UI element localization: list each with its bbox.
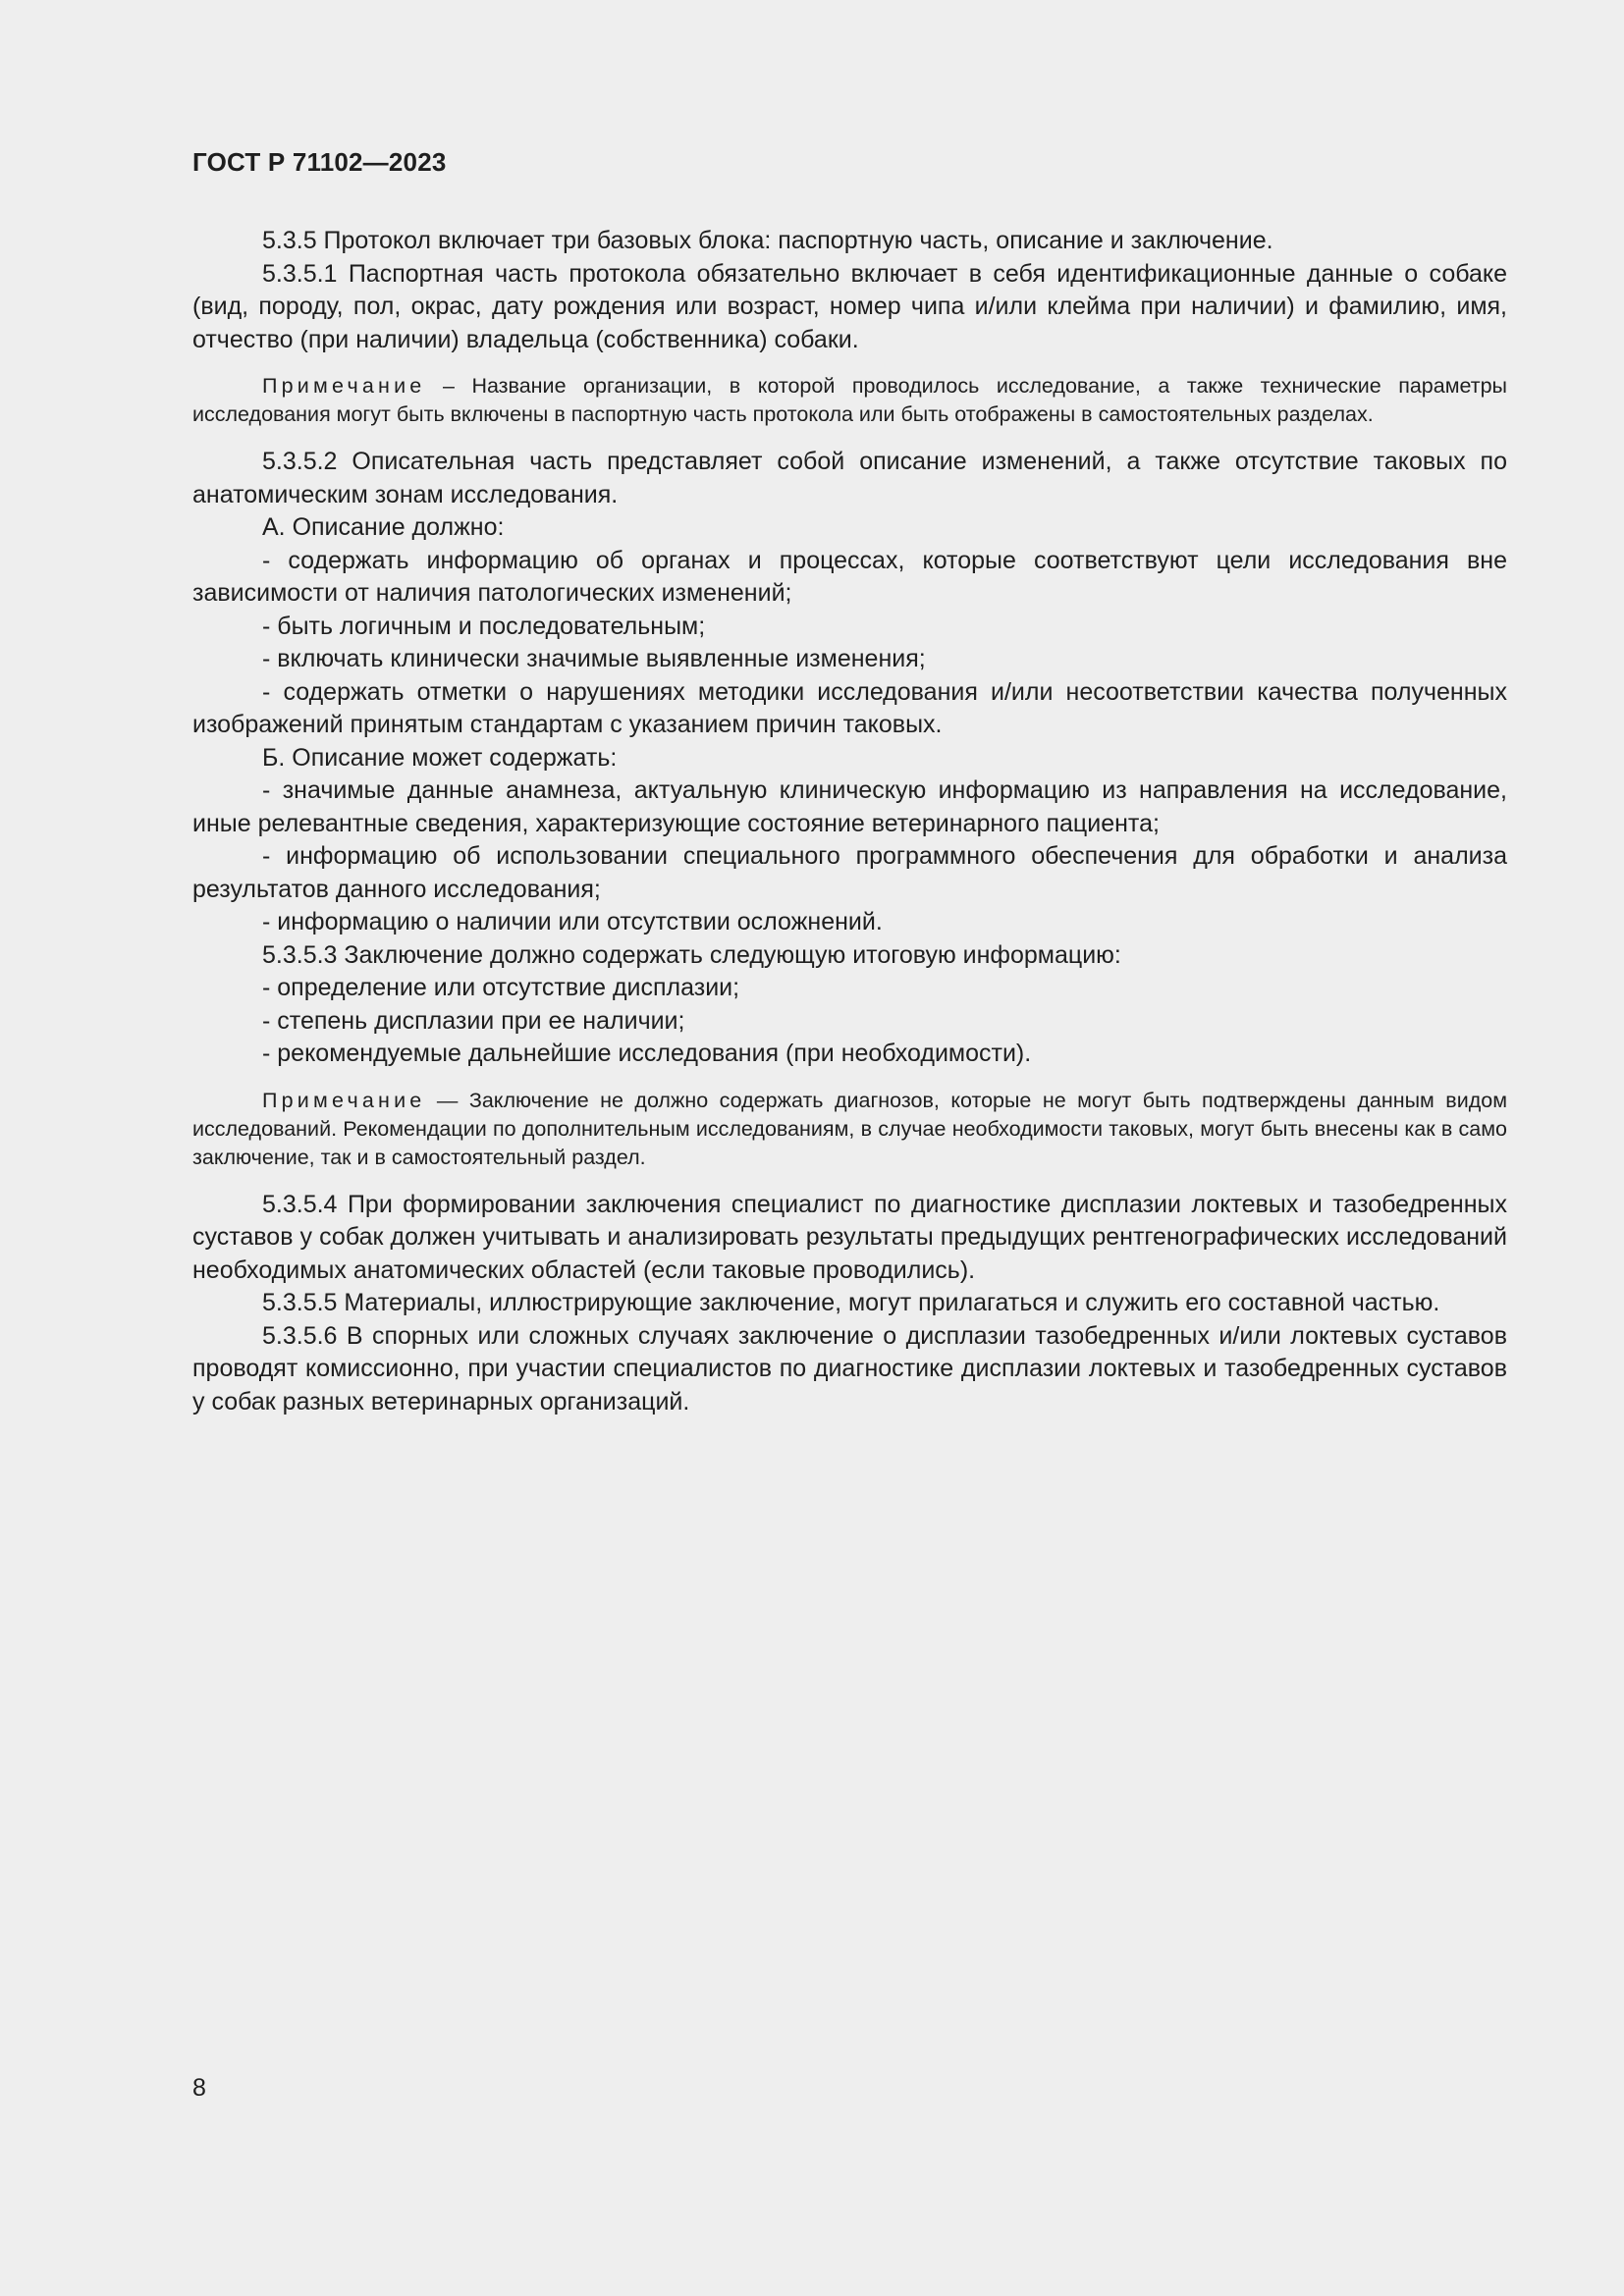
list-heading-a: А. Описание должно:: [262, 513, 505, 541]
list-item: - содержать отметки о нарушениях методики исследования и/или несоответствии качества полученных изображений принятым стандартам с указанием причин таковых.: [192, 677, 1507, 738]
list-item: - значимые данные анамнеза, актуальную клиническую информацию из направления на исследование, иные релевантные сведения, характеризующие состояние ветеринарного пациента;: [192, 776, 1507, 837]
document-body: [192, 225, 1507, 1418]
list-heading-b: Б. Описание может содержать:: [262, 743, 618, 772]
note-text: – Название организации, в которой проводилось исследование, а также технические параметры исследования могут быть включены в паспортную часть протокола или быть отображены в самостоятельных разделах.: [192, 374, 1507, 426]
list-item: - степень дисплазии при ее наличии;: [262, 1006, 685, 1035]
paragraph-5-3-5-4: 5.3.5.4 При формировании заключения специалист по диагностике дисплазии локтевых и тазобедренных суставов у собак должен учитывать и анализировать результаты предыдущих рентгенографических исследований необходимых анатомических областей (если таковые проводились).: [192, 1190, 1507, 1284]
list-item: - включать клинически значимые выявленные изменения;: [262, 645, 926, 672]
paragraph-5-3-5-6: 5.3.5.6 В спорных или сложных случаях заключение о дисплазии тазобедренных и/или локтевых суставов проводят комиссионно, при участии специалистов по диагностике дисплазии локтевых и тазобедренных суставов у собак разных ветеринарных организаций.: [192, 1321, 1507, 1415]
document-header: ГОСТ Р 71102—2023: [192, 147, 447, 177]
list-item: - информацию об использовании специального программного обеспечения для обработки и анализа результатов данного исследования;: [192, 842, 1507, 903]
list-item: - содержать информацию об органах и процессах, которые соответствуют цели исследования вне зависимости от наличия патологических изменений;: [192, 546, 1507, 607]
note-2: [192, 1087, 1507, 1172]
note-text: — Заключение не должно содержать диагнозов, которые не могут быть подтверждены данным видом исследований. Рекомендации по дополнительным исследованиям, в случае необходимости таковых, могут быть внесены как в само заключение, так и в самостоятельный раздел.: [192, 1088, 1507, 1169]
note-label: Примечание: [262, 1088, 426, 1112]
paragraph-5-3-5-1: 5.3.5.1 Паспортная часть протокола обязательно включает в себя идентификационные данные о собаке (вид, породу, пол, окрас, дату рождения или возраст, номер чипа и/или клейма при наличии) и фамилию, имя, отчество (при наличии) владельца (собственника) собаки.: [192, 259, 1507, 353]
list-item: - быть логичным и последовательным;: [262, 612, 706, 640]
paragraph-5-3-5: 5.3.5 Протокол включает три базовых блока: паспортную часть, описание и заключение.: [262, 227, 1273, 254]
paragraph-5-3-5-2: 5.3.5.2 Описательная часть представляет собой описание изменений, а также отсутствие таковых по анатомическим зонам исследования.: [192, 448, 1507, 508]
list-item: - определение или отсутствие дисплазии;: [262, 974, 740, 1001]
paragraph-5-3-5-5: 5.3.5.5 Материалы, иллюстрирующие заключение, могут прилагаться и служить его составной частью.: [262, 1289, 1440, 1316]
paragraph-5-3-5-3: 5.3.5.3 Заключение должно содержать следующую итоговую информацию:: [262, 940, 1121, 969]
list-item: - информацию о наличии или отсутствии осложнений.: [262, 908, 883, 935]
list-item: - рекомендуемые дальнейшие исследования (при необходимости).: [262, 1040, 1032, 1067]
note-label: Примечание: [262, 374, 426, 398]
note-1: [192, 372, 1507, 429]
page-number: 8: [192, 2074, 206, 2102]
